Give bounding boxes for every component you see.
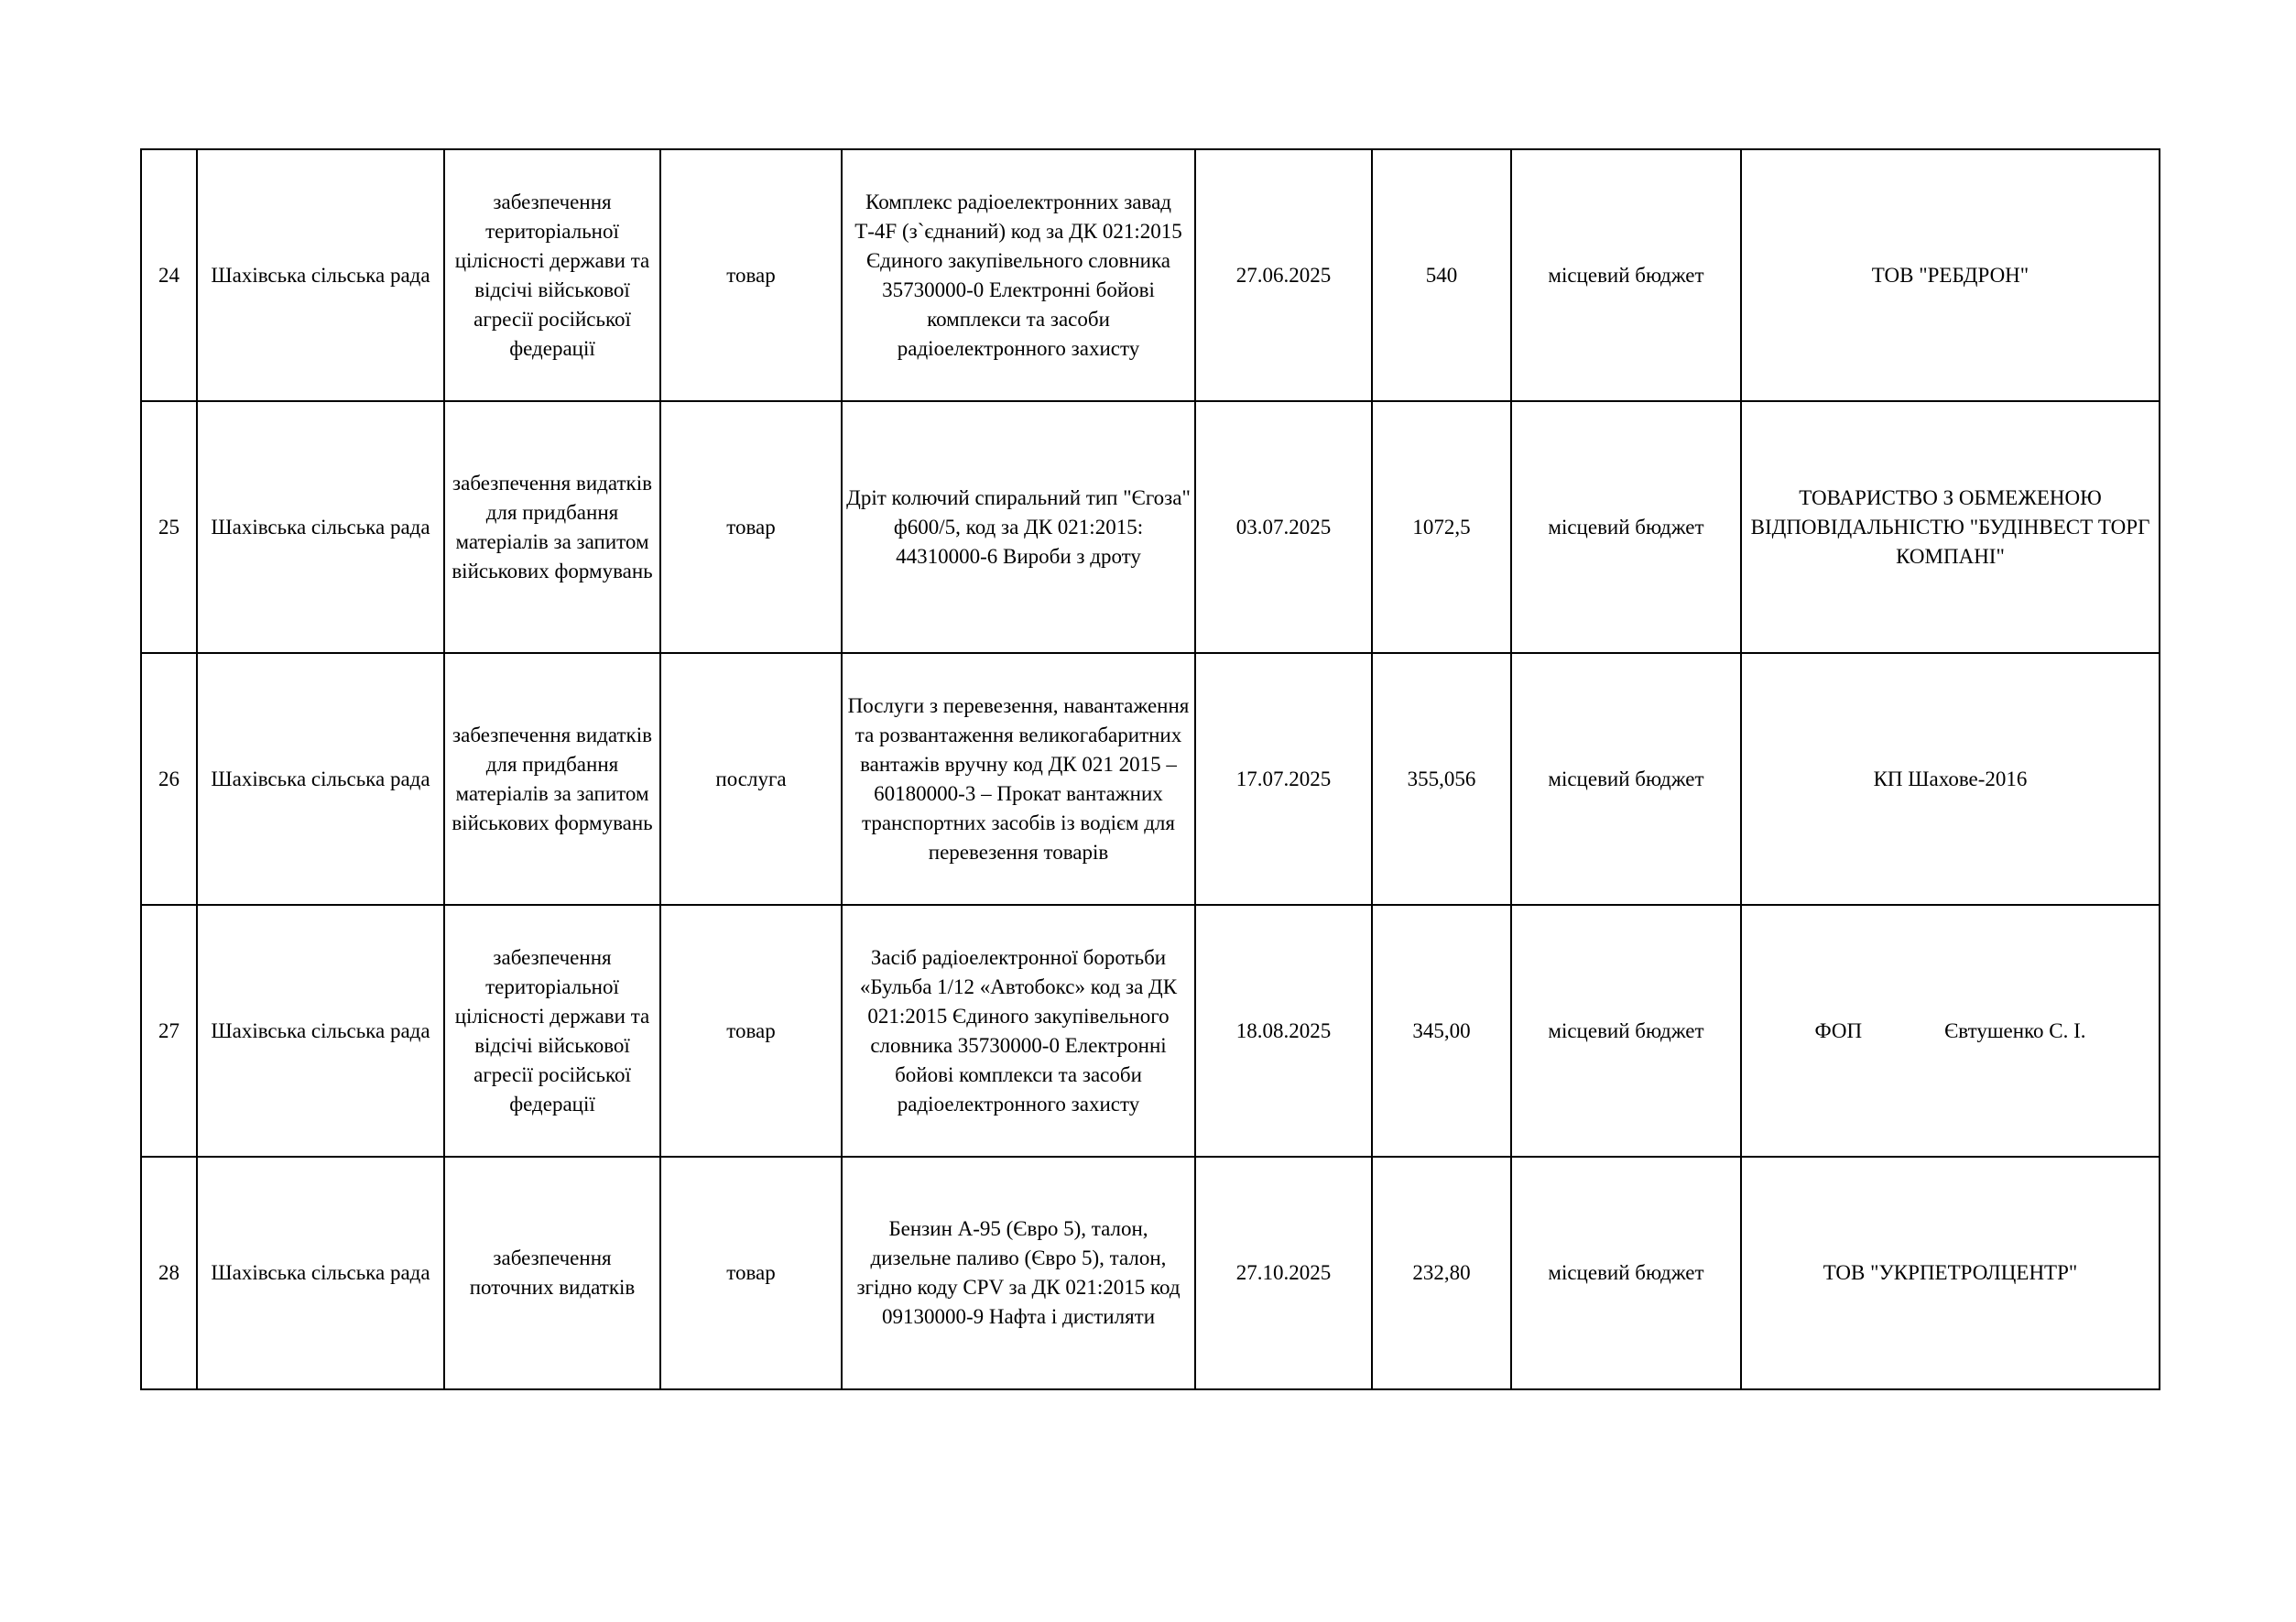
purpose-cell: забезпечення територіальної цілісності держави та відсічі військової агресії російської федерації bbox=[444, 149, 660, 401]
purpose-cell: забезпечення територіальної цілісності держави та відсічі військової агресії російської федерації bbox=[444, 905, 660, 1157]
row-number: 27 bbox=[141, 905, 197, 1157]
funding-source-cell: місцевий бюджет bbox=[1511, 1157, 1741, 1389]
purpose-cell: забезпечення видатків для придбання матеріалів за запитом військових формувань bbox=[444, 401, 660, 653]
amount-cell: 232,80 bbox=[1372, 1157, 1511, 1389]
customer-cell: Шахівська сільська рада bbox=[197, 149, 444, 401]
supplier-form: ФОП bbox=[1814, 1018, 1863, 1042]
customer-cell: Шахівська сільська рада bbox=[197, 1157, 444, 1389]
subject-cell: Дріт колючий спиральний тип "Єгоза" ф600/5, код за ДК 021:2015: 44310000-6 Вироби з дроту bbox=[842, 401, 1195, 653]
row-number: 25 bbox=[141, 401, 197, 653]
date-cell: 27.10.2025 bbox=[1195, 1157, 1372, 1389]
supplier-name: Євтушенко С. І. bbox=[1944, 1018, 2086, 1042]
table-row bbox=[141, 905, 2160, 1157]
amount-cell: 1072,5 bbox=[1372, 401, 1511, 653]
customer-cell: Шахівська сільська рада bbox=[197, 401, 444, 653]
table-row bbox=[141, 149, 2160, 401]
date-cell: 27.06.2025 bbox=[1195, 149, 1372, 401]
funding-source-cell: місцевий бюджет bbox=[1511, 401, 1741, 653]
supplier-cell bbox=[1741, 905, 2160, 1157]
amount-cell: 355,056 bbox=[1372, 653, 1511, 905]
procurement-table bbox=[140, 148, 2160, 1390]
funding-source-cell: місцевий бюджет bbox=[1511, 149, 1741, 401]
procurement-type-cell: послуга bbox=[660, 653, 842, 905]
purpose-cell: забезпечення видатків для придбання матеріалів за запитом військових формувань bbox=[444, 653, 660, 905]
table-row bbox=[141, 401, 2160, 653]
supplier-cell: КП Шахове-2016 bbox=[1741, 653, 2160, 905]
subject-cell: Засіб радіоелектронної боротьби «Бульба 1/12 «Автобокс» код за ДК 021:2015 Єдиного закупівельного словника 35730000-0 Електронні бойові комплекси та засоби радіоелектронного захисту bbox=[842, 905, 1195, 1157]
table-row bbox=[141, 1157, 2160, 1389]
date-cell: 03.07.2025 bbox=[1195, 401, 1372, 653]
procurement-type-cell: товар bbox=[660, 905, 842, 1157]
subject-cell: Бензин А-95 (Євро 5), талон, дизельне паливо (Євро 5), талон, згідно коду CPV за ДК 021:2015 код 09130000-9 Нафта і дистиляти bbox=[842, 1157, 1195, 1389]
row-number: 24 bbox=[141, 149, 197, 401]
supplier-cell: ТОВ "УКРПЕТРОЛЦЕНТР" bbox=[1741, 1157, 2160, 1389]
customer-cell: Шахівська сільська рада bbox=[197, 905, 444, 1157]
procurement-type-cell: товар bbox=[660, 401, 842, 653]
supplier-cell: ТОВАРИСТВО З ОБМЕЖЕНОЮ ВІДПОВІДАЛЬНІСТЮ "БУДІНВЕСТ ТОРГ КОМПАНІ" bbox=[1741, 401, 2160, 653]
row-number: 28 bbox=[141, 1157, 197, 1389]
table-row bbox=[141, 653, 2160, 905]
customer-cell: Шахівська сільська рада bbox=[197, 653, 444, 905]
date-cell: 17.07.2025 bbox=[1195, 653, 1372, 905]
amount-cell: 540 bbox=[1372, 149, 1511, 401]
funding-source-cell: місцевий бюджет bbox=[1511, 653, 1741, 905]
subject-cell: Комплекс радіоелектронних завад Т-4F (з`єднаний) код за ДК 021:2015 Єдиного закупівельного словника 35730000-0 Електронні бойові комплекси та засоби радіоелектронного захисту bbox=[842, 149, 1195, 401]
procurement-type-cell: товар bbox=[660, 149, 842, 401]
funding-source-cell: місцевий бюджет bbox=[1511, 905, 1741, 1157]
subject-cell: Послуги з перевезення, навантаження та розвантаження великогабаритних вантажів вручну код ДК 021 2015 – 60180000-3 – Прокат вантажних транспортних засобів із водієм для перевезення товарів bbox=[842, 653, 1195, 905]
procurement-type-cell: товар bbox=[660, 1157, 842, 1389]
date-cell: 18.08.2025 bbox=[1195, 905, 1372, 1157]
supplier-cell: ТОВ "РЕБДРОН" bbox=[1741, 149, 2160, 401]
purpose-cell: забезпечення поточних видатків bbox=[444, 1157, 660, 1389]
amount-cell: 345,00 bbox=[1372, 905, 1511, 1157]
row-number: 26 bbox=[141, 653, 197, 905]
